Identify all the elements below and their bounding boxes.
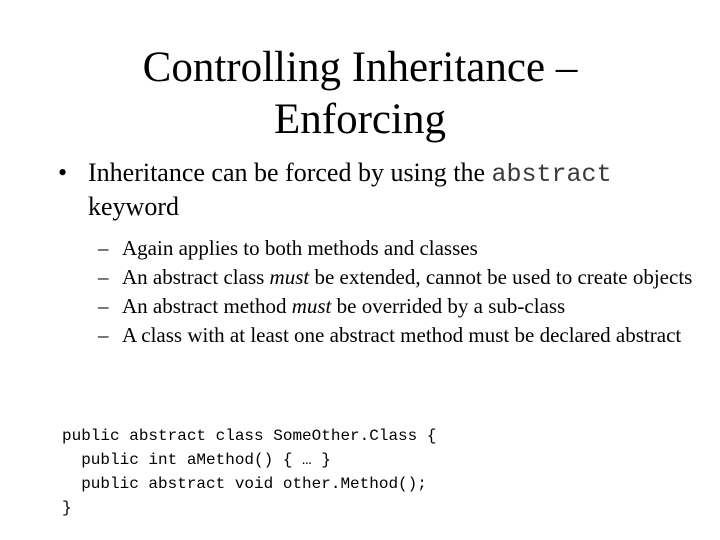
sub-bullet-text: A class with at least one abstract method must be declared abstract: [122, 323, 682, 347]
bullet-list: [58, 157, 698, 350]
code-line: public abstract void other.Method();: [62, 475, 427, 493]
sub-text-after: be extended, cannot be used to create objects: [314, 265, 693, 289]
bullet-text-before: Inheritance can be forced by using the: [88, 158, 486, 187]
slide-title-line-1: Controlling Inheritance –: [142, 44, 578, 91]
sub-bullet-list: [98, 234, 698, 350]
bullet-marker: •: [58, 158, 68, 187]
slide-title-line-2: Enforcing: [274, 96, 446, 143]
dash-marker: –: [98, 294, 109, 318]
sub-bullet-item: [98, 234, 698, 263]
dash-marker: –: [98, 323, 109, 347]
sub-text-after: be overrided by a sub-class: [336, 294, 566, 318]
slide-title: [0, 42, 720, 146]
code-line: public abstract class SomeOther.Class {: [62, 427, 437, 445]
sub-bullet-item: [98, 263, 698, 292]
sub-bullet-text: [122, 292, 698, 321]
bullet-text-after: keyword: [88, 192, 179, 221]
code-line: public int aMethod() { … }: [62, 451, 331, 469]
sub-text-before: An abstract method: [122, 294, 287, 318]
sub-text-before: An abstract class: [122, 265, 265, 289]
code-line: }: [62, 499, 72, 517]
dash-marker: –: [98, 265, 109, 289]
bullet-text: [88, 157, 698, 223]
dash-marker: –: [98, 236, 109, 260]
code-block: [62, 424, 436, 520]
abstract-keyword: abstract: [491, 160, 612, 189]
sub-bullet-item: [98, 321, 698, 350]
emphasis-must: must: [269, 265, 310, 289]
sub-bullet-text: Again applies to both methods and classes: [122, 236, 478, 260]
sub-bullet-item: [98, 292, 698, 321]
bullet-item: [58, 157, 698, 223]
emphasis-must: must: [291, 294, 332, 318]
sub-bullet-text: [122, 263, 698, 292]
